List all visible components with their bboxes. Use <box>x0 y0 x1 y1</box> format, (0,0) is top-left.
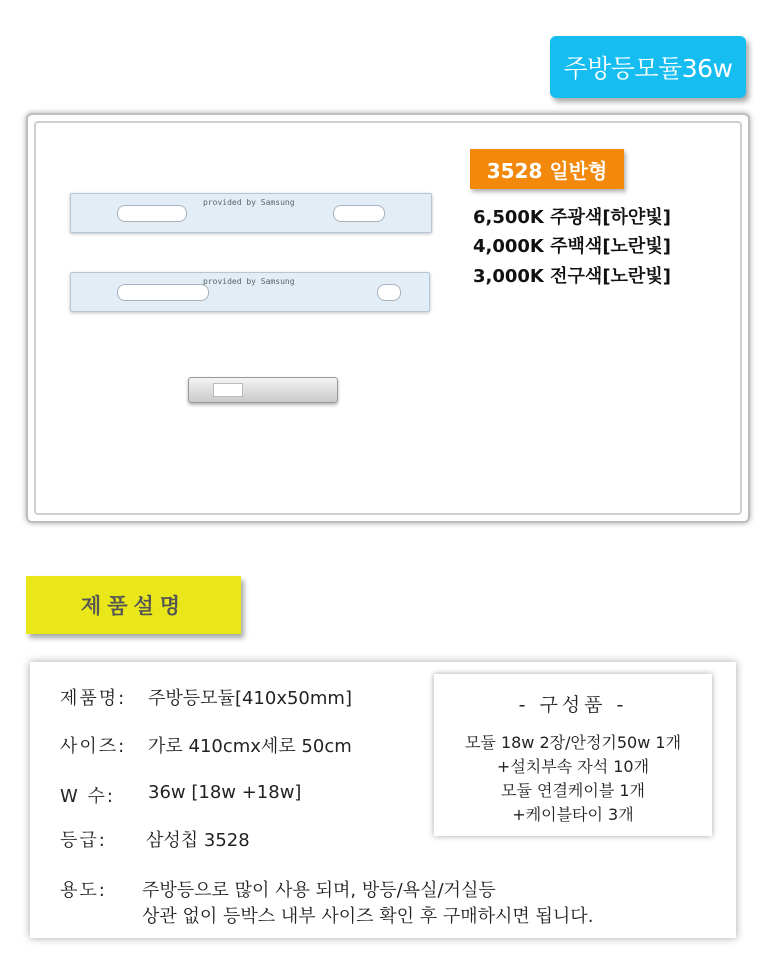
name-value: 주방등모듈[410x50mm] <box>148 688 352 709</box>
size-value: 가로 410cmx세로 50cm <box>148 736 352 757</box>
usage-line-2: 상관 없이 등박스 내부 사이즈 확인 후 구매하시면 됩니다. <box>142 906 594 927</box>
usage-label: 용도: <box>60 880 107 901</box>
component-item: +설치부속 자석 10개 <box>496 757 650 776</box>
color-option-daylight: 6,500K 주광색[하얀빛] <box>473 207 671 228</box>
module-slot <box>117 205 187 222</box>
size-label: 사이즈: <box>60 736 127 757</box>
product-image-inner-border <box>34 121 742 515</box>
color-option-neutral: 4,000K 주백색[노란빛] <box>473 236 671 257</box>
product-info-card <box>30 662 736 938</box>
usage-line-1: 주방등으로 많이 사용 되며, 방등/욕실/거실등 <box>142 880 496 901</box>
section-title-badge: 제품설명 <box>26 576 241 634</box>
product-image-frame <box>26 113 750 523</box>
component-item: 모듈 18w 2장/안정기50w 1개 <box>464 733 682 752</box>
product-title-badge: 주방등모듈36w <box>550 36 746 98</box>
module-slot <box>377 284 401 301</box>
watt-value: 36w [18w +18w] <box>148 782 302 803</box>
watt-label: W 수: <box>60 786 115 807</box>
grade-value: 삼성칩 3528 <box>146 830 250 851</box>
chip-type-badge: 3528 일반형 <box>470 149 624 189</box>
module-brand-text: provided by Samsung <box>203 198 295 207</box>
component-item: 모듈 연결케이블 1개 <box>501 781 645 800</box>
led-module-image <box>70 272 430 312</box>
module-brand-text: provided by Samsung <box>203 277 295 286</box>
color-option-warm: 3,000K 전구색[노란빛] <box>473 266 671 287</box>
component-item: +케이블타이 3개 <box>512 805 634 824</box>
components-box <box>434 674 712 836</box>
driver-label <box>213 383 243 397</box>
grade-label: 등급: <box>60 830 107 851</box>
module-slot <box>117 284 209 301</box>
name-label: 제품명: <box>60 688 127 709</box>
led-module-image <box>70 193 432 233</box>
led-driver-image <box>188 377 338 403</box>
module-slot <box>333 205 385 222</box>
components-title: - 구성품 - <box>518 694 628 716</box>
